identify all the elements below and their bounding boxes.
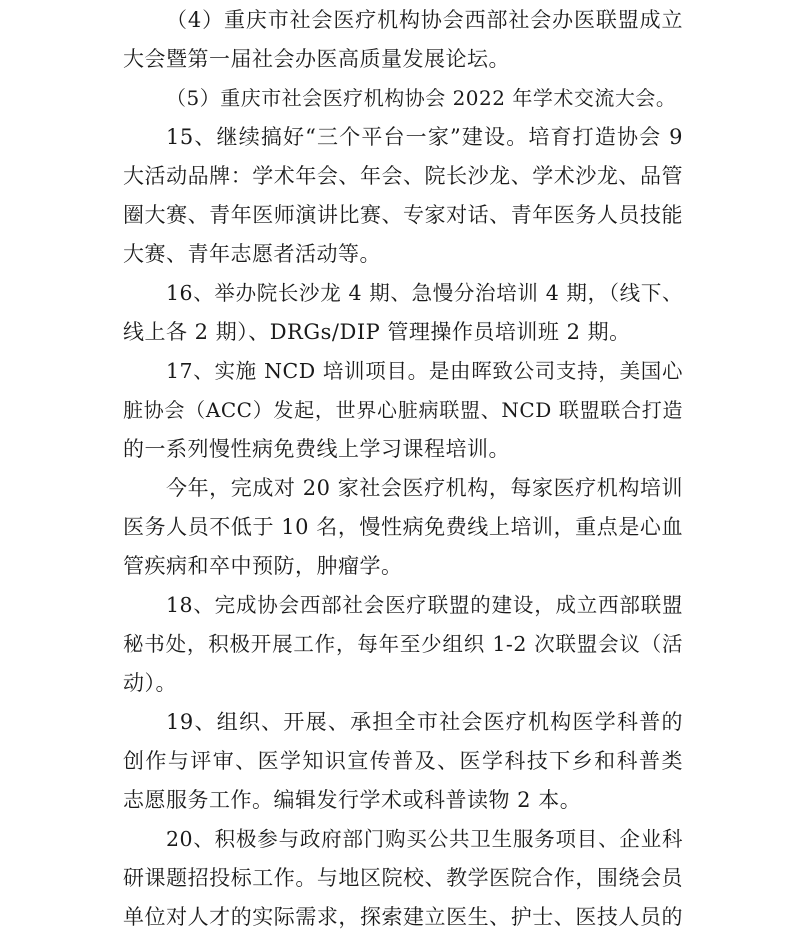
paragraph-line: 19、组织、开展、承担全市社会医疗机构医学科普的 bbox=[166, 710, 683, 734]
paragraph-line: 15、继续搞好“三个平台一家”建设。培育打造协会 9 bbox=[166, 125, 683, 149]
paragraph-line: 医务人员不低于 10 名，慢性病免费线上培训，重点是心血 bbox=[123, 515, 683, 539]
paragraph-line: 大活动品牌：学术年会、年会、院长沙龙、学术沙龙、品管 bbox=[123, 164, 683, 188]
paragraph-line: 脏协会（ACC）发起，世界心脏病联盟、NCD 联盟联合打造 bbox=[123, 398, 683, 422]
paragraph-line: 动）。 bbox=[123, 671, 177, 695]
paragraph-line: 17、实施 NCD 培训项目。是由晖致公司支持，美国心 bbox=[166, 359, 683, 383]
paragraph-line: 管疾病和卒中预防，肿瘤学。 bbox=[123, 554, 403, 578]
paragraph-line: 圈大赛、青年医师演讲比赛、专家对话、青年医务人员技能 bbox=[123, 203, 683, 227]
paragraph-line: 16、举办院长沙龙 4 期、急慢分治培训 4 期，（线下、 bbox=[166, 281, 683, 305]
paragraph-line: 线上各 2 期）、DRGs/DIP 管理操作员培训班 2 期。 bbox=[123, 320, 631, 344]
paragraph-line: 研课题招投标工作。与地区院校、教学医院合作，围绕会员 bbox=[123, 866, 683, 890]
paragraph-line: 18、完成协会西部社会医疗联盟的建设，成立西部联盟 bbox=[166, 593, 683, 617]
paragraph-line: 大会暨第一届社会办医高质量发展论坛。 bbox=[123, 47, 510, 71]
paragraph-line: 的一系列慢性病免费线上学习课程培训。 bbox=[123, 437, 510, 461]
paragraph-line: 志愿服务工作。编辑发行学术或科普读物 2 本。 bbox=[123, 788, 582, 812]
paragraph-line: 秘书处，积极开展工作，每年至少组织 1-2 次联盟会议（活 bbox=[123, 632, 683, 656]
paragraph-line: 大赛、青年志愿者活动等。 bbox=[123, 242, 381, 266]
paragraph-line: 单位对人才的实际需求，探索建立医生、护士、医技人员的 bbox=[123, 905, 683, 929]
paragraph-line: （4）重庆市社会医疗机构协会西部社会办医联盟成立 bbox=[166, 8, 683, 32]
paragraph-line: 20、积极参与政府部门购买公共卫生服务项目、企业科 bbox=[166, 827, 683, 851]
paragraph-line: （5）重庆市社会医疗机构协会 2022 年学术交流大会。 bbox=[166, 86, 677, 110]
paragraph-line: 今年，完成对 20 家社会医疗机构，每家医疗机构培训 bbox=[166, 476, 683, 500]
paragraph-line: 创作与评审、医学知识宣传普及、医学科技下乡和科普类 bbox=[123, 749, 683, 773]
